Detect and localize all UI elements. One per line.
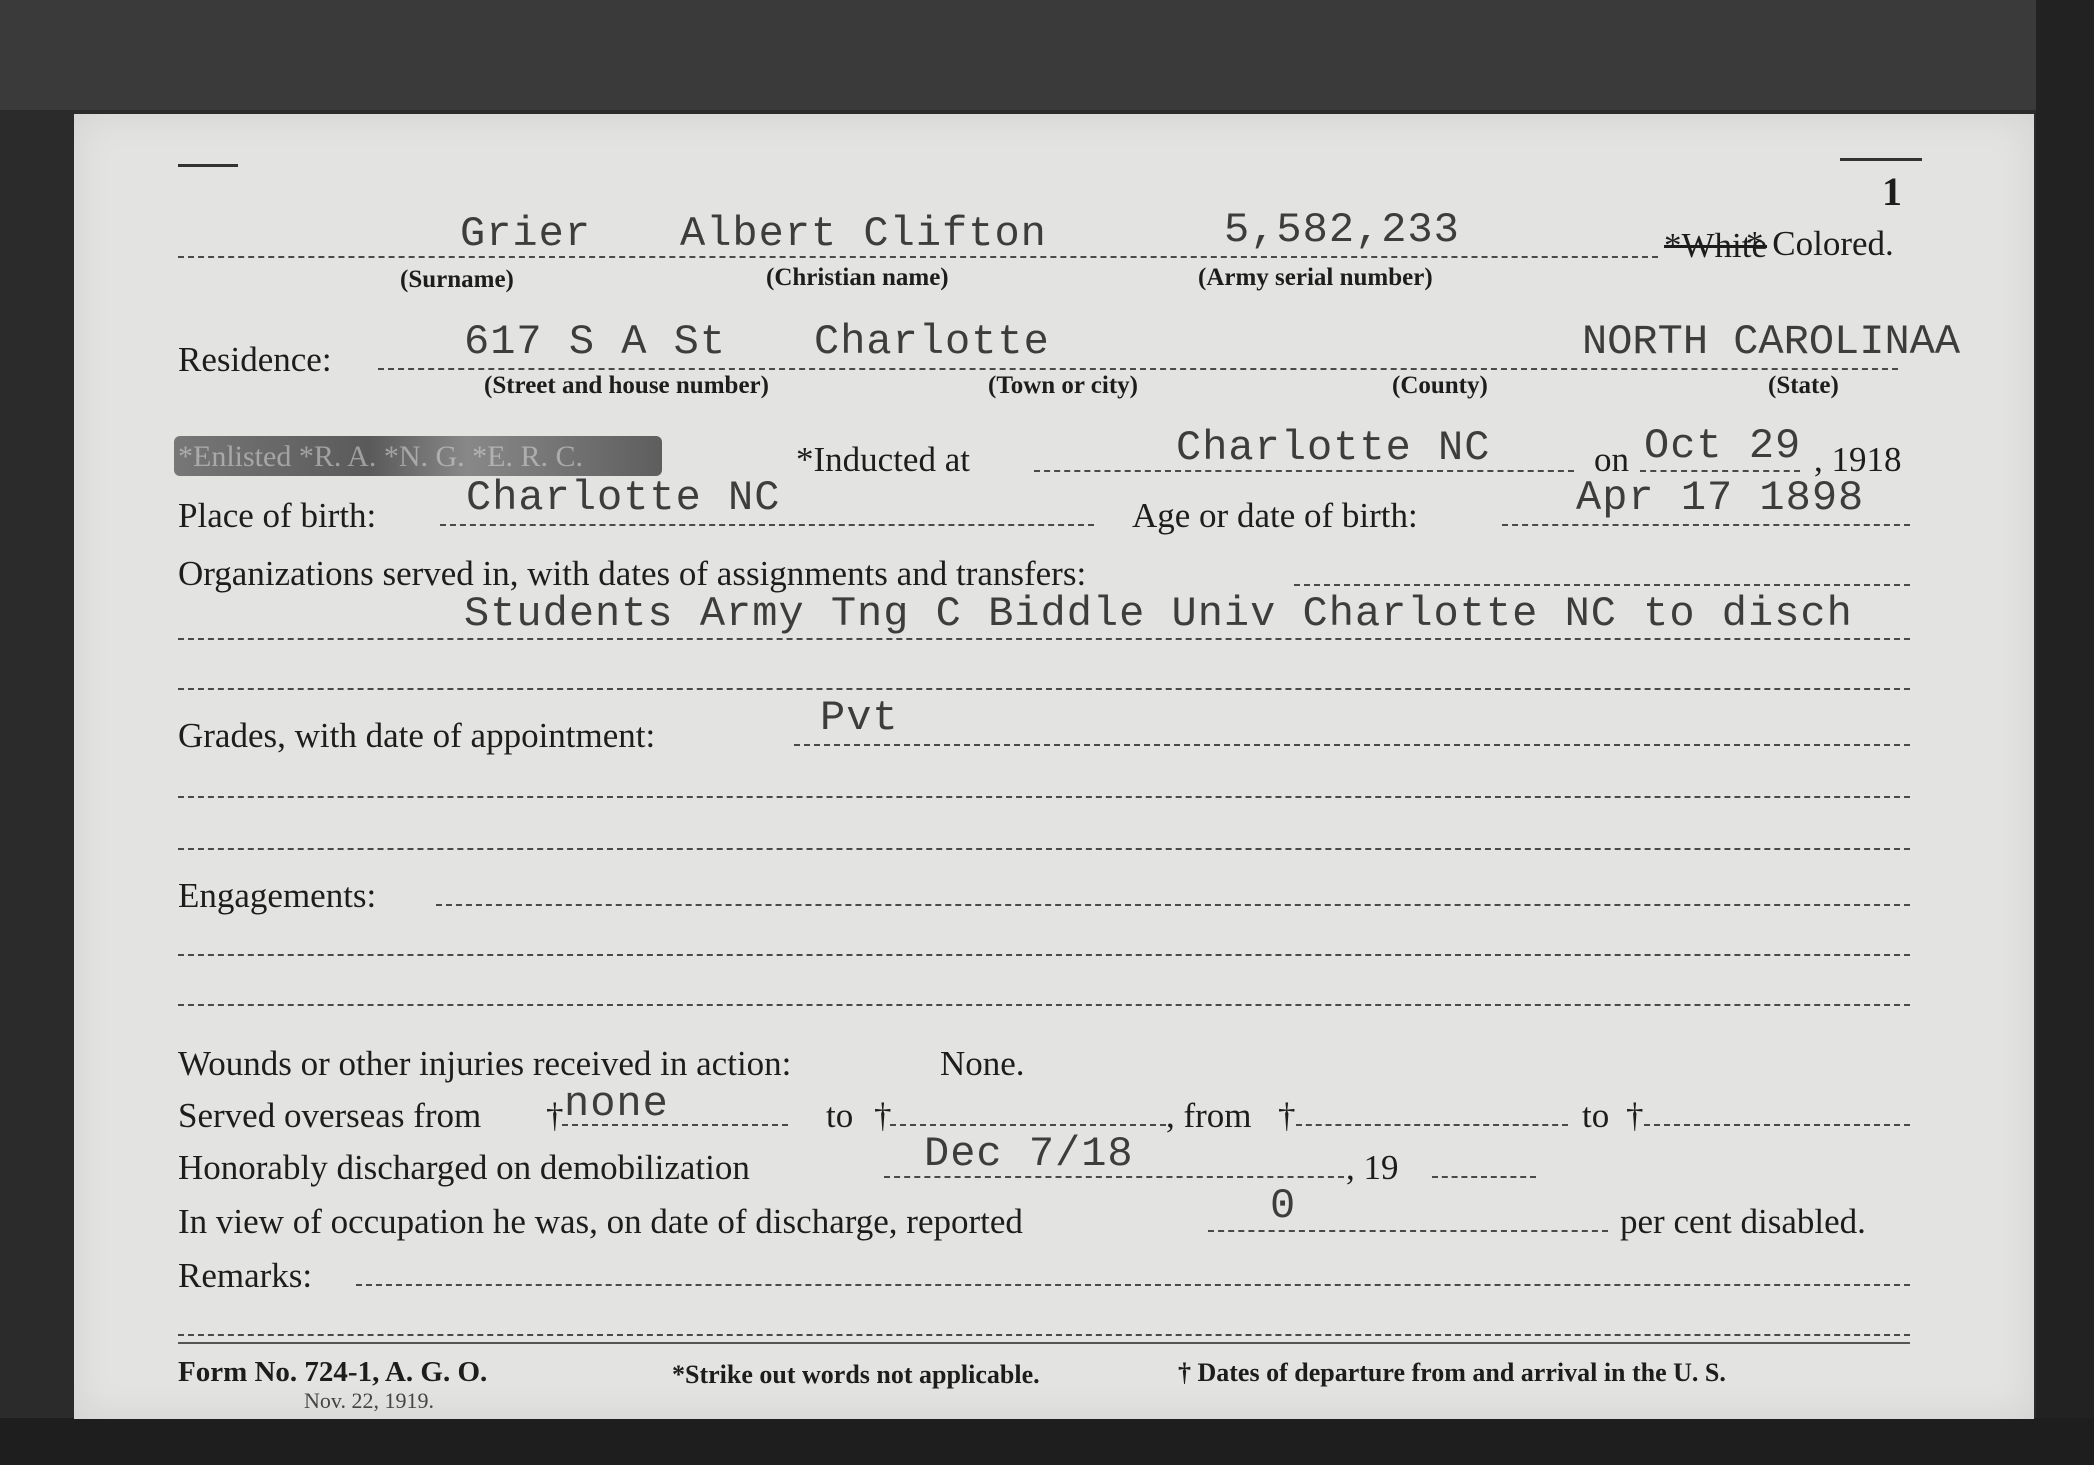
birth-date-label: Age or date of birth: — [1132, 496, 1418, 535]
overseas-dagger-1: † — [546, 1096, 564, 1135]
scanner-background-top — [0, 0, 2094, 110]
remarks-label: Remarks: — [178, 1256, 313, 1295]
overseas-label: Served overseas from — [178, 1096, 482, 1135]
birth-place-value: Charlotte NC — [466, 474, 781, 522]
grades-value: Pvt — [820, 694, 899, 742]
inducted-on-label: on — [1594, 440, 1629, 479]
birth-place-label: Place of birth: — [178, 496, 377, 535]
discharge-year-suffix: , 19 — [1346, 1148, 1399, 1187]
birth-date-value: Apr 17 1898 — [1576, 474, 1865, 522]
surname-value: Grier — [460, 210, 592, 258]
organizations-line-3 — [178, 688, 1910, 690]
organizations-value: Students Army Tng C Biddle Univ Charlotte NC to disch — [464, 590, 1853, 638]
overseas-from-label-2: , from — [1166, 1096, 1252, 1135]
overseas-from-line-2 — [1296, 1124, 1568, 1126]
overseas-to-label: to — [826, 1096, 854, 1135]
overseas-dagger-3: † — [1278, 1096, 1296, 1135]
dates-note: † Dates of departure from and arrival in the U. S. — [1178, 1358, 1726, 1387]
inducted-date-line — [1640, 470, 1800, 472]
scanner-background-right — [2036, 0, 2094, 1465]
grades-line-3 — [178, 848, 1910, 850]
top-right-rule — [1840, 158, 1922, 161]
street-caption: (Street and house number) — [484, 372, 769, 399]
card-number: 1 — [1882, 169, 1902, 214]
serial-number-value: 5,582,233 — [1224, 206, 1460, 254]
race-white-label: *White — [1664, 226, 1768, 265]
discharge-label: Honorably discharged on demobilization — [178, 1148, 750, 1187]
organizations-line-2 — [178, 638, 1910, 640]
organizations-label: Organizations served in, with dates of assignments and transfers: — [178, 554, 1087, 593]
surname-caption: (Surname) — [400, 266, 514, 293]
organizations-line-1 — [1294, 584, 1910, 586]
overseas-dagger-4: † — [1626, 1096, 1644, 1135]
birth-place-line — [440, 524, 1094, 526]
disability-line — [1208, 1230, 1608, 1232]
county-caption: (County) — [1392, 372, 1488, 399]
disability-suffix: per cent disabled. — [1620, 1202, 1866, 1241]
residence-street-value: 617 S A St — [464, 318, 727, 366]
inducted-year: , 1918 — [1814, 440, 1902, 479]
inducted-date-value: Oct 29 — [1644, 422, 1802, 470]
engagements-line-3 — [178, 1004, 1910, 1006]
overseas-from-value: none — [564, 1080, 669, 1128]
top-left-rule — [178, 164, 238, 167]
service-record-card — [74, 114, 2034, 1419]
engagements-line-1 — [436, 904, 1910, 906]
engagements-line-2 — [178, 954, 1910, 956]
strike-note: *Strike out words not applicable. — [672, 1360, 1040, 1389]
overseas-to-line-2 — [1644, 1124, 1910, 1126]
form-date: Nov. 22, 1919. — [304, 1388, 434, 1413]
birth-date-line — [1502, 524, 1910, 526]
serial-number-caption: (Army serial number) — [1198, 264, 1433, 291]
overseas-to-line — [890, 1124, 1166, 1126]
town-caption: (Town or city) — [988, 372, 1138, 399]
christian-name-caption: (Christian name) — [766, 264, 949, 291]
remarks-line-2 — [178, 1334, 1910, 1336]
form-number: Form No. 724-1, A. G. O. — [178, 1356, 488, 1388]
wounds-label: Wounds or other injuries received in action: — [178, 1044, 792, 1083]
residence-town-value: Charlotte — [814, 318, 1050, 366]
residence-label: Residence: — [178, 340, 332, 379]
wounds-value: None. — [940, 1044, 1025, 1083]
grades-line-1 — [794, 744, 1910, 746]
grades-line-2 — [178, 796, 1910, 798]
footer-rule — [178, 1342, 1910, 1344]
remarks-line-1 — [356, 1284, 1910, 1286]
residence-state-value: NORTH CAROLINAA — [1582, 318, 1961, 366]
christian-name-value: Albert Clifton — [680, 210, 1047, 258]
overseas-dagger-2: † — [874, 1096, 892, 1135]
residence-line — [378, 368, 1898, 370]
overseas-to-label-2: to — [1582, 1096, 1610, 1135]
disability-label: In view of occupation he was, on date of discharge, reported — [178, 1202, 1023, 1241]
state-caption: (State) — [1768, 372, 1839, 399]
grades-label: Grades, with date of appointment: — [178, 716, 656, 755]
enlistment-options: *Enlisted *R. A. *N. G. *E. R. C. — [178, 440, 584, 473]
inducted-label: *Inducted at — [796, 440, 970, 479]
race-colored-label: * Colored. — [1746, 224, 1894, 263]
discharge-year-line — [1432, 1176, 1536, 1178]
scanner-background-bottom — [0, 1418, 2094, 1465]
inducted-place-value: Charlotte NC — [1176, 424, 1491, 472]
discharge-date-value: Dec 7/18 — [924, 1130, 1134, 1178]
engagements-label: Engagements: — [178, 876, 377, 915]
disability-value: 0 — [1270, 1182, 1297, 1230]
